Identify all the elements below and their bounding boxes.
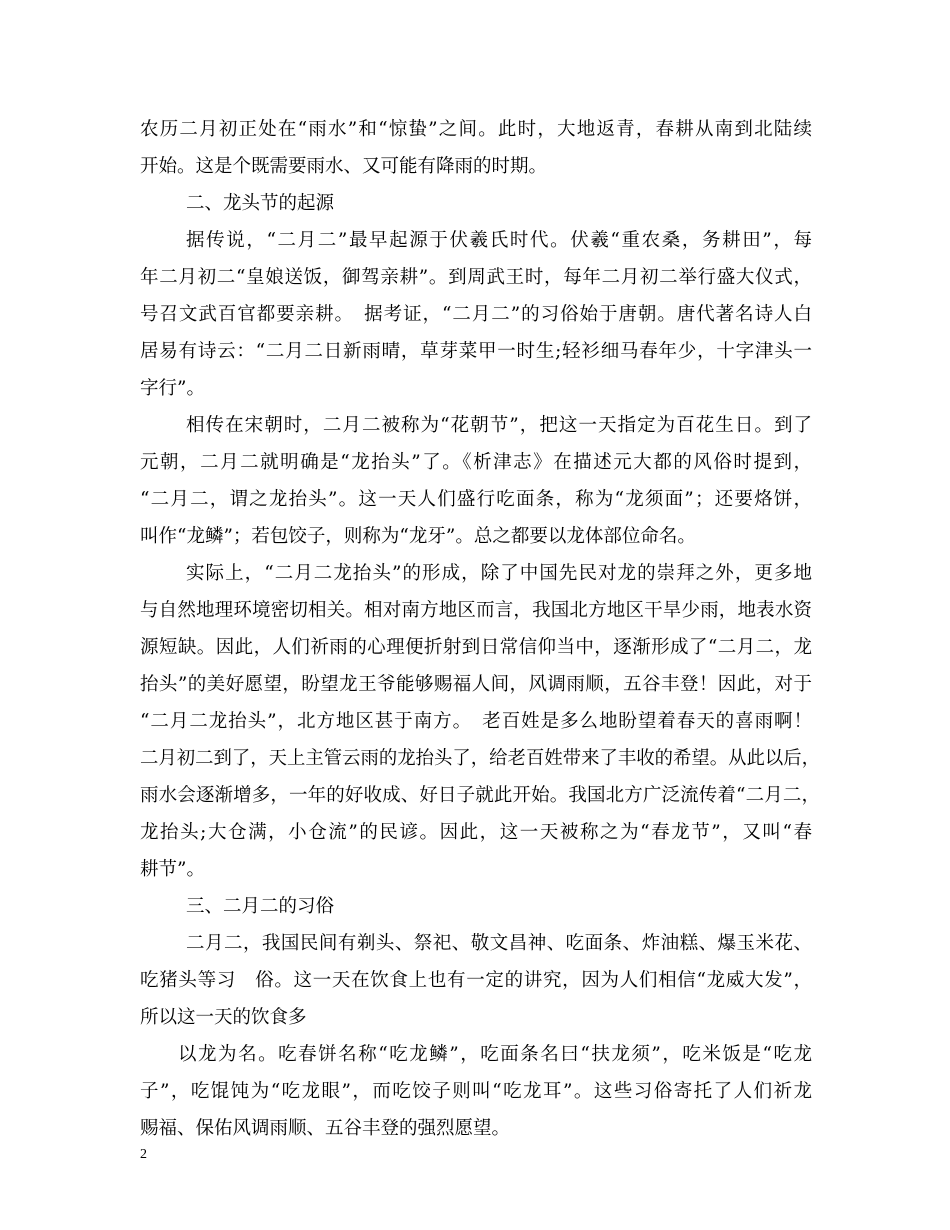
text-line: 元朝，二月二就明确是“龙抬头”了。《析津志》在描述元大都的风俗时提到， xyxy=(140,452,814,473)
text-line: 抬头”的美好愿望，盼望龙王爷能够赐福人间，风调雨顺，五谷丰登！因此，对于 xyxy=(140,674,813,695)
text-line: “二月二龙抬头”，北方地区甚于南方。 老百姓是多么地盼望着春天的喜雨啊！ xyxy=(140,711,813,732)
text-line: 二月二，我国民间有剃头、祭祀、敬文昌神、吃面条、炸油糕、爆玉米花、 xyxy=(186,933,813,954)
text-line: 据传说，“二月二”最早起源于伏羲氏时代。伏羲“重农桑，务耕田”，每 xyxy=(186,230,814,251)
text-line: 所以这一天的饮食多 xyxy=(140,1007,307,1028)
text-line: 二月初二到了，天上主管云雨的龙抬头了，给老百姓带来了丰收的希望。从此以后， xyxy=(140,748,820,769)
text-line: 居易有诗云：“二月二日新雨晴，草芽菜甲一时生;轻衫细马春年少，十字津头一 xyxy=(140,341,813,362)
text-line: 农历二月初正处在“雨水”和“惊蛰”之间。此时，大地返青，春耕从南到北陆续 xyxy=(140,119,814,140)
text-line: 与自然地理环境密切相关。相对南方地区而言，我国北方地区干旱少雨，地表水资 xyxy=(140,600,813,621)
section-heading: 三、二月二的习俗 xyxy=(186,896,335,917)
text-line: 号召文武百官都要亲耕。 据考证，“二月二”的习俗始于唐朝。唐代著名诗人白 xyxy=(140,304,813,325)
text-line: 吃猪头等习 俗。这一天在饮食上也有一定的讲究，因为人们相信“龙威大发”， xyxy=(140,970,813,991)
text-line: 开始。这是个既需要雨水、又可能有降雨的时期。 xyxy=(140,156,548,177)
page-number: 2 xyxy=(140,1147,147,1162)
text-line: 源短缺。因此，人们祈雨的心理便折射到日常信仰当中，逐渐形成了“二月二，龙 xyxy=(140,637,813,658)
text-line: 年二月初二“皇娘送饭，御驾亲耕”。到周武王时，每年二月初二举行盛大仪式， xyxy=(140,267,813,288)
text-line: 相传在宋朝时，二月二被称为“花朝节”，把这一天指定为百花生日。到了 xyxy=(186,415,814,436)
text-line: 赐福、保佑风调雨顺、五谷丰登的强烈愿望。 xyxy=(140,1118,511,1139)
text-line: 雨水会逐渐增多，一年的好收成、好日子就此开始。我国北方广泛流传着“二月二， xyxy=(140,785,821,806)
text-line: 以龙为名。吃春饼名称“吃龙鳞”，吃面条名曰“扶龙须”，吃米饭是“吃龙 xyxy=(178,1044,814,1065)
text-line: 龙抬头;大仓满，小仓流”的民谚。因此，这一天被称之为“春龙节”，又叫“春 xyxy=(140,822,814,843)
text-line: 叫作“龙鳞”；若包饺子，则称为“龙牙”。总之都要以龙体部位命名。 xyxy=(140,526,696,547)
text-line: “二月二，谓之龙抬头”。这一天人们盛行吃面条，称为“龙须面”；还要烙饼， xyxy=(140,489,814,510)
text-line: 耕节”。 xyxy=(140,859,205,880)
section-heading: 二、龙头节的起源 xyxy=(186,193,335,214)
text-line: 实际上，“二月二龙抬头”的形成，除了中国先民对龙的崇拜之外，更多地 xyxy=(186,563,814,584)
text-line: 字行”。 xyxy=(140,378,205,399)
text-line: 子”，吃馄饨为“吃龙眼”，而吃饺子则叫“吃龙耳”。这些习俗寄托了人们祈龙 xyxy=(140,1081,814,1102)
